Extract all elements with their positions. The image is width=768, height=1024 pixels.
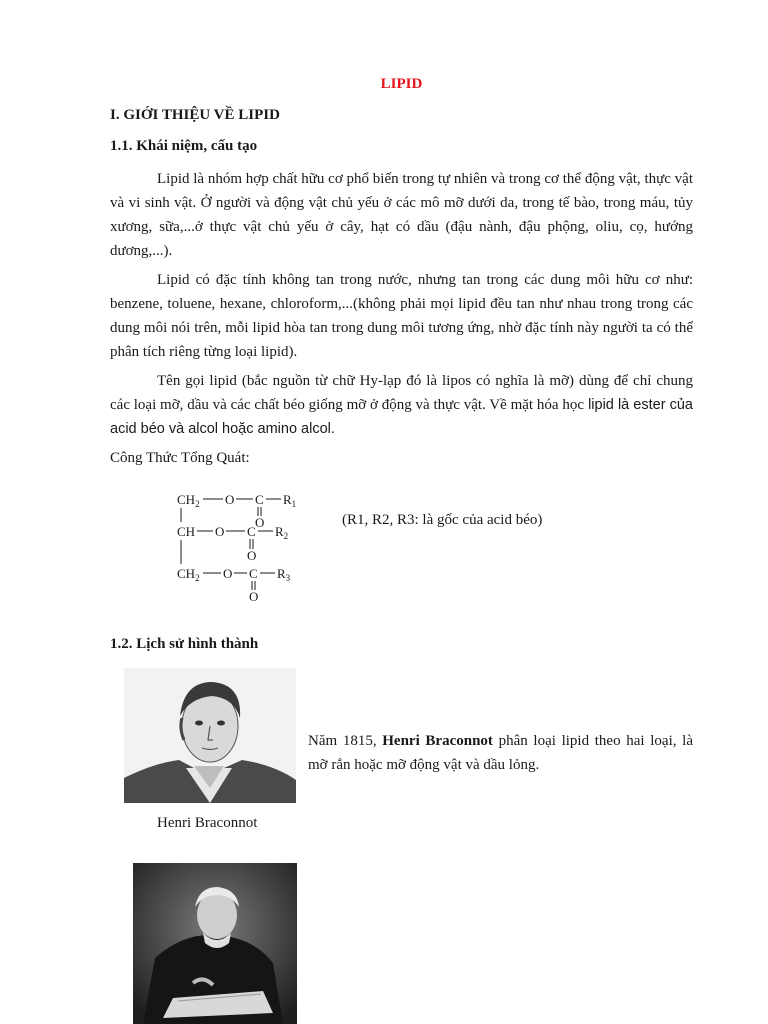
formula-row1-ch: CH [177, 492, 196, 507]
formula-row3-r-sub: 3 [285, 573, 291, 583]
formula-row1-group [177, 492, 200, 509]
paragraph-intro: Lipid là nhóm hợp chất hữu cơ phổ biến trong tự nhiên và trong cơ thể động vật, thực vật và vi sinh vật. Ở người và động vật chủ yếu ở các mô mỡ dưới da, trong tế bào, trong máu, tủy xương, sữa,...ở thực vật chủ yếu ở cây, hạt có dầu (đậu nành, đậu phộng, oliu, cọ, hướng dương,...). [110, 171, 693, 259]
portrait-engraving-image [124, 668, 296, 803]
formula-row2-c: C [247, 524, 256, 539]
formula-row1-sub: 2 [195, 499, 200, 509]
formula-row1-o: O [225, 492, 235, 507]
formula-row3-sub: 2 [195, 573, 200, 583]
formula-row2-ch: CH [177, 524, 196, 539]
document-title: LIPID [380, 76, 423, 92]
formula-label: Công Thức Tổng Quát: [110, 450, 250, 466]
general-formula-diagram [175, 488, 305, 603]
formula-row2-r-label: R [275, 524, 284, 539]
formula-row3-r-label: R [277, 566, 286, 581]
history-text: phân loại lipid theo hai loại, là mỡ rắn hoặc mỡ động vật và dầu lỏng. [308, 733, 693, 773]
formula-row3-ch: CH [177, 566, 196, 581]
paragraph-name-origin-text: Tên gọi lipid (bắc nguồn từ chữ Hy-lạp đó là lipos có nghĩa là mỡ) dùng để chỉ chung các loại mỡ, dầu và các chất béo giống mỡ ở động và thực vật. Về mặt hóa học [110, 373, 693, 413]
portrait-photo-braconnot [124, 668, 296, 803]
formula-row2-o: O [215, 524, 225, 539]
formula-row3-c: C [249, 566, 258, 581]
formula-row3-o: O [223, 566, 233, 581]
formula-row1-r-label: R [283, 492, 292, 507]
paragraph-name-origin-definition: lipid là ester của acid béo và alcol hoặc amino alcol. [110, 397, 693, 437]
formula-row1-r-sub: 1 [291, 499, 297, 509]
portrait-photo-second [133, 863, 297, 1024]
portrait-photo-image [133, 863, 297, 1024]
formula-row2-dbl-o: O [247, 548, 257, 563]
subsection-heading-history: 1.2. Lịch sử hình thành [110, 636, 259, 652]
section-heading: I. GIỚI THIỆU VỀ LIPID [110, 107, 280, 123]
subsection-heading-concept: 1.1. Khái niệm, cấu tạo [110, 138, 258, 154]
formula-row2-r [275, 524, 288, 541]
formula-note: (R1, R2, R3: là gốc của acid béo) [342, 512, 543, 528]
paragraph-history [308, 729, 693, 777]
portrait-caption: Henri Braconnot [157, 815, 258, 831]
formula-row3-r [277, 566, 291, 583]
formula-row1-dbl-o: O [255, 515, 265, 530]
formula-row2-r-sub: 2 [283, 531, 289, 541]
history-year: Năm 1815, [308, 733, 377, 749]
history-person-name: Henri Braconnot [382, 733, 493, 749]
formula-row1-c: C [255, 492, 264, 507]
formula-row1-r [283, 492, 296, 509]
paragraph-name-origin [110, 369, 693, 441]
formula-row3-dbl-o: O [249, 589, 259, 603]
paragraph-solubility: Lipid có đặc tính không tan trong nước, nhưng tan trong các dung môi hữu cơ như: benzene, toluene, hexane, chloroform,...(không phải mọi lipid đều tan như nhau trong trong các dung môi nói trên, mỗi lipid hòa tan trong dung môi tương ứng, nhờ đặc tính này người ta có thể phân tích riêng từng loại lipid). [110, 272, 693, 360]
formula-row3-group [177, 566, 200, 583]
